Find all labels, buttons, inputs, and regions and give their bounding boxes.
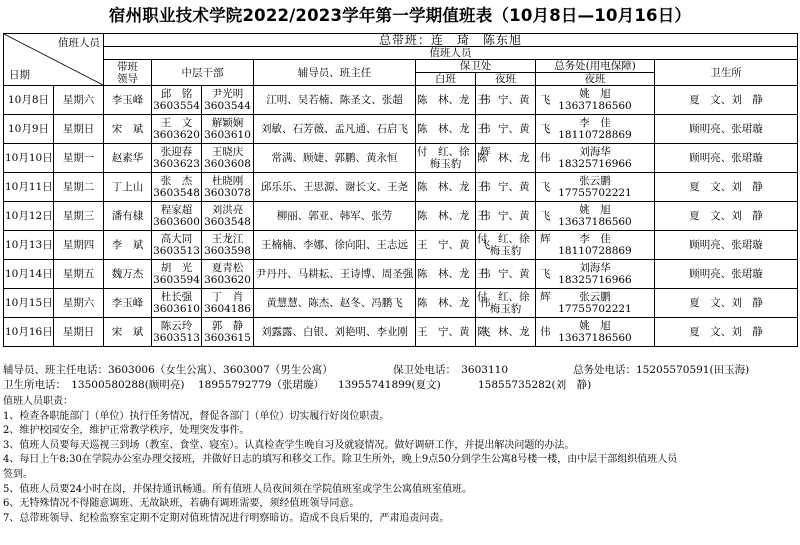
duty-item: 5、值班人员要24小时在岗，并保持通讯畅通。所有值班人员夜间须在学院值班室或学生公寓值班室值班。 (3, 483, 473, 495)
row-leader: 魏万杰 (104, 260, 152, 289)
row-leader: 丁上山 (104, 173, 152, 202)
row-counselor: 刘露露、白银、刘艳明、李业刚 (254, 318, 416, 347)
health-phone-1: 卫生所电话： 13500580288(顾明亮) (3, 378, 185, 391)
row-cadre1: 杜长强 3603610 (152, 289, 202, 318)
row-day-shift: 陈 林、龙 伟 (416, 202, 476, 231)
row-counselor: 柳丽、郭亚、韩军、张劳 (254, 202, 416, 231)
duties-heading: 值班人员职责： (3, 396, 73, 407)
row-general-affairs: 李 佳 18110728869 (536, 115, 655, 144)
row-leader: 赵素华 (104, 144, 152, 173)
duty-item: 2、维护校园安全，维护正常教学秩序，处理突发事件。 (3, 425, 250, 437)
header-lead: 带班 领导 (104, 60, 152, 86)
row-date: 10月13日 (4, 231, 54, 260)
duties-section (3, 395, 797, 526)
duty-item: 3、值班人员要每天巡视三到场（教室、食堂、寝室）。认真检查学生晚自习及就寝情况。做好调研工作，并提出解决问题的办法。 (3, 439, 575, 451)
health-phone-4: 15855735282(刘 静) (478, 378, 592, 391)
page-title: 宿州职业技术学院2022/2023学年第一学期值班表（10月8日—10月16日） (108, 6, 692, 25)
row-leader: 李玉峰 (104, 86, 152, 115)
row-day-shift: 陈 林、龙 伟 (416, 260, 476, 289)
row-night-shift: 王 宁、黄 飞 (476, 173, 536, 202)
row-night-shift: 付 红、徐 辉 梅玉豹 (476, 231, 536, 260)
duty-item: 4、每日上午8:30在学院办公室办理交接班，并做好日志的填写和移交工作。除卫生所外，晚上9点50分到学生公寓8号楼一楼，由中层干部组织值班人员 (3, 454, 678, 466)
duty-item: 1、检查各职能部门（单位）执行任务情况，督促各部门（单位）切实履行好岗位职责。 (3, 410, 390, 422)
row-cadre1: 高大同 3603513 (152, 231, 202, 260)
row-leader: 宋 斌 (104, 318, 152, 347)
health-phone-3: 13955741899(夏文) (338, 378, 441, 391)
row-day-shift: 陈 林、龙 伟 (416, 289, 476, 318)
duty-item: 签到。 (3, 468, 33, 480)
row-night-shift: 王 宁、黄 飞 (476, 260, 536, 289)
table-row (4, 260, 798, 289)
row-health: 夏 文、刘 静 (655, 289, 798, 318)
header-ga-night: 夜班 (536, 73, 655, 86)
row-health: 夏 文、刘 静 (655, 318, 798, 347)
security-phone: 保卫处电话： 3603110 (393, 364, 509, 376)
header-diagonal-cell (4, 34, 104, 86)
row-day-shift: 王 宁、黄 飞 (416, 231, 476, 260)
row-health: 顾明亮、张珺璇 (655, 144, 798, 173)
row-counselor: 黄慧慧、陈杰、赵冬、冯鹏飞 (254, 289, 416, 318)
row-night-shift: 陈 林、龙 伟 (476, 318, 536, 347)
duty-table (3, 33, 798, 347)
row-weekday: 星期一 (54, 144, 104, 173)
row-leader: 李 斌 (104, 231, 152, 260)
row-cadre1: 程家超 3603600 (152, 202, 202, 231)
row-date: 10月9日 (4, 115, 54, 144)
row-day-shift: 付 红、徐 辉 梅玉豹 (416, 144, 476, 173)
header-security: 保卫处 (416, 60, 536, 73)
row-day-shift: 陈 林、龙 伟 (416, 115, 476, 144)
table-row (4, 144, 798, 173)
row-leader: 李玉峰 (104, 289, 152, 318)
counselor-phones: 辅导员、班主任电话：3603006（女生公寓）、3603007（男生公寓） (3, 364, 333, 376)
row-leader: 潘有棣 (104, 202, 152, 231)
row-cadre1: 王 文 3603620 (152, 115, 202, 144)
footer-phones-line2 (3, 378, 797, 393)
row-general-affairs: 刘海华 18325716966 (536, 260, 655, 289)
table-row (4, 202, 798, 231)
header-general-affairs: 总务处(用电保障) (536, 60, 655, 73)
footer-phones-line1 (3, 363, 797, 378)
row-general-affairs: 姚 旭 13637186560 (536, 202, 655, 231)
row-night-shift: 王 宁、黄 飞 (476, 202, 536, 231)
row-health: 顾明亮、张珺璇 (655, 231, 798, 260)
duty-item: 6、无特殊情况不得随意调班、无故缺班，若确有调班需要，须经值班领导同意。 (3, 498, 360, 510)
row-day-shift: 陈 林、龙 伟 (416, 173, 476, 202)
row-weekday: 星期三 (54, 202, 104, 231)
row-cadre2: 杜晓刚 3603078 (202, 173, 254, 202)
row-cadre2: 郭 静 3603615 (202, 318, 254, 347)
row-general-affairs: 李 佳 18110728869 (536, 231, 655, 260)
row-night-shift: 陈 林、龙 伟 (476, 144, 536, 173)
header-on-duty: 值班人员 (104, 47, 798, 60)
header-health: 卫生所 (655, 60, 798, 86)
row-counselor: 邱乐乐、王思源、谢长文、王尧 (254, 173, 416, 202)
row-day-shift: 王 宁、黄 飞 (416, 318, 476, 347)
row-weekday: 星期日 (54, 115, 104, 144)
row-cadre2: 夏青松 3603620 (202, 260, 254, 289)
row-date: 10月15日 (4, 289, 54, 318)
table-row (4, 318, 798, 347)
row-cadre1: 张迎春 3603623 (152, 144, 202, 173)
row-cadre2: 王龙江 3603598 (202, 231, 254, 260)
row-general-affairs: 姚 旭 13637186560 (536, 318, 655, 347)
header-mid-cadre: 中层干部 (152, 60, 254, 86)
header-counselor: 辅导员、班主任 (254, 60, 416, 86)
row-health: 顾明亮、张珺璇 (655, 260, 798, 289)
row-weekday: 星期日 (54, 318, 104, 347)
header-night-shift: 夜班 (476, 73, 536, 86)
row-date: 10月14日 (4, 260, 54, 289)
row-date: 10月16日 (4, 318, 54, 347)
table-row (4, 86, 798, 115)
row-cadre2: 尹光明 3603544 (202, 86, 254, 115)
row-health: 顾明亮、张珺璇 (655, 115, 798, 144)
row-counselor: 刘敏、石芳薇、孟凡通、石启飞 (254, 115, 416, 144)
row-general-affairs: 张云鹏 17755702221 (536, 173, 655, 202)
row-weekday: 星期四 (54, 231, 104, 260)
row-cadre1: 邱 铭 3603554 (152, 86, 202, 115)
table-row (4, 231, 798, 260)
row-health: 夏 文、刘 静 (655, 202, 798, 231)
row-general-affairs: 刘海华 18325716966 (536, 144, 655, 173)
row-cadre1: 陈云玲 3603513 (152, 318, 202, 347)
row-cadre1: 张 杰 3603548 (152, 173, 202, 202)
row-weekday: 星期二 (54, 173, 104, 202)
row-day-shift: 陈 林、龙 伟 (416, 86, 476, 115)
duty-item: 7、总带班领导、纪检监察室定期不定期对值班情况进行明察暗访。造成不良后果的，严肃追责问责。 (3, 512, 450, 524)
row-weekday: 星期五 (54, 260, 104, 289)
row-date: 10月12日 (4, 202, 54, 231)
row-cadre2: 王晓庆 3603608 (202, 144, 254, 173)
row-date: 10月11日 (4, 173, 54, 202)
row-night-shift: 付 红、徐 辉 梅玉豹 (476, 289, 536, 318)
row-health: 夏 文、刘 静 (655, 86, 798, 115)
general-affairs-phone: 总务处电话：15205570591(田玉海) (573, 364, 750, 376)
row-counselor: 常满、顾婕、郭鹏、黄永恒 (254, 144, 416, 173)
row-cadre1: 胡 光 3603594 (152, 260, 202, 289)
row-health: 夏 文、刘 静 (655, 173, 798, 202)
footer (3, 363, 797, 526)
row-leader: 宋 斌 (104, 115, 152, 144)
header-date: 日期 (9, 69, 30, 81)
row-cadre2: 解颖娴 3603610 (202, 115, 254, 144)
row-cadre2: 丁 肖 3604186 (202, 289, 254, 318)
row-counselor: 江明、吴若楠、陈圣文、张超 (254, 86, 416, 115)
header-duty-person: 值班人员 (58, 37, 100, 49)
row-weekday: 星期六 (54, 86, 104, 115)
health-phone-2: 18955792779（张珺璇） (198, 378, 324, 391)
table-row (4, 289, 798, 318)
row-general-affairs: 姚 旭 13637186560 (536, 86, 655, 115)
row-night-shift: 王 宁、黄 飞 (476, 86, 536, 115)
row-date: 10月8日 (4, 86, 54, 115)
row-night-shift: 王 宁、黄 飞 (476, 115, 536, 144)
row-date: 10月10日 (4, 144, 54, 173)
row-cadre2: 刘洪亮 3603548 (202, 202, 254, 231)
header-day-shift: 白班 (416, 73, 476, 86)
row-counselor: 王楠楠、李娜、徐向阳、王志远 (254, 231, 416, 260)
table-row (4, 173, 798, 202)
row-weekday: 星期六 (54, 289, 104, 318)
general-leader: 总带班：连 琦 陈东旭 (104, 34, 798, 47)
row-general-affairs: 张云鹏 17755702221 (536, 289, 655, 318)
row-counselor: 尹丹丹、马耕耘、王诗博、周圣强 (254, 260, 416, 289)
table-row (4, 115, 798, 144)
